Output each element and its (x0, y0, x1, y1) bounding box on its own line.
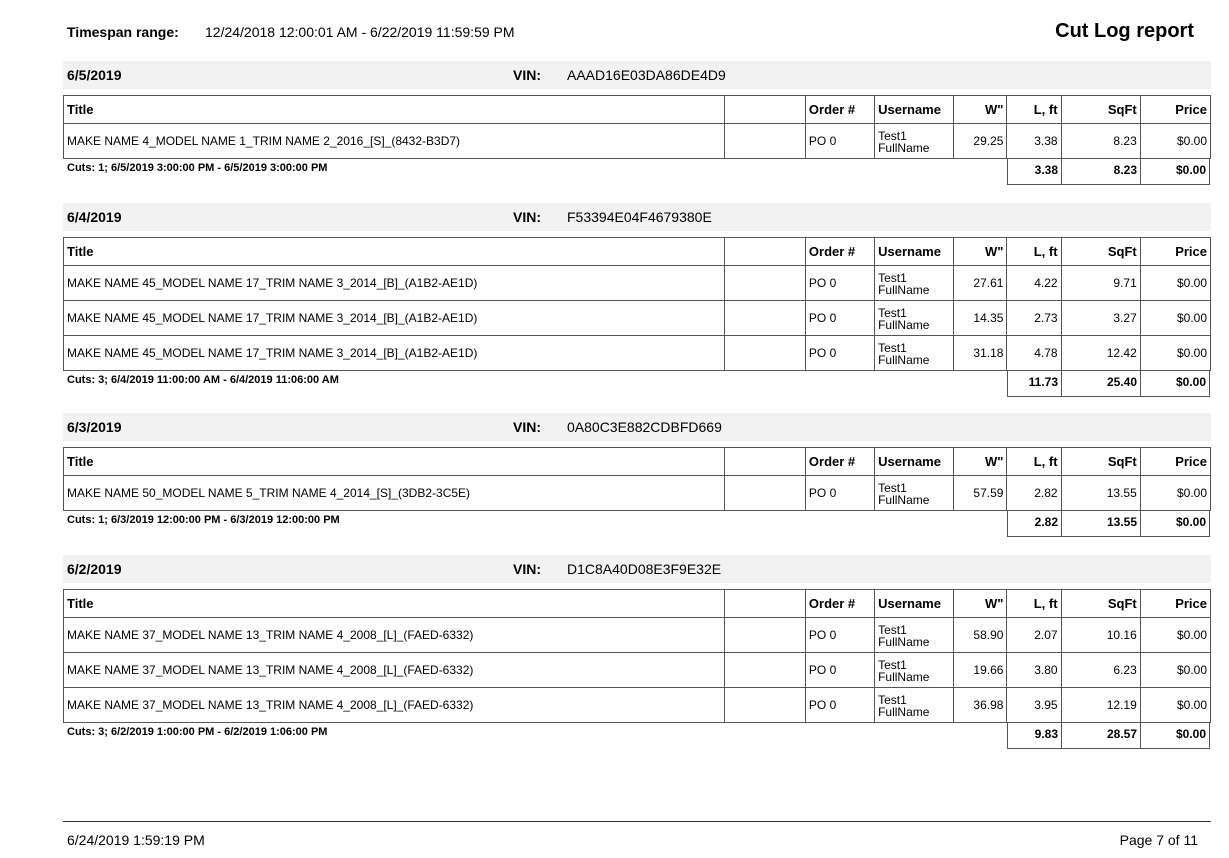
group-summary (63, 159, 1211, 187)
group-header (63, 61, 1211, 89)
col-width-header: W" (954, 590, 1007, 618)
cell-sqft: 6.23 (1061, 653, 1140, 688)
cell-spacer (724, 301, 805, 336)
col-spacer-header (724, 448, 805, 476)
total-sqft: 28.57 (1061, 723, 1140, 749)
summary-text: Cuts: 3; 6/4/2019 11:00:00 AM - 6/4/2019 11:06:00 AM (67, 374, 339, 386)
table-header-row (64, 448, 1211, 476)
cell-length: 4.78 (1007, 336, 1061, 371)
col-spacer-header (724, 590, 805, 618)
cell-spacer (724, 124, 805, 159)
col-order-header: Order # (805, 448, 874, 476)
group-summary (63, 723, 1211, 751)
total-length: 3.38 (1007, 159, 1061, 185)
vin-value: D1C8A40D08E3F9E32E (567, 561, 722, 577)
footer-printed-date: 6/24/2019 1:59:19 PM (67, 832, 205, 848)
cell-length: 2.73 (1007, 301, 1061, 336)
col-price-header: Price (1140, 448, 1210, 476)
vin-label: VIN: (513, 209, 541, 225)
total-length: 2.82 (1007, 511, 1061, 537)
col-title-header: Title (64, 238, 725, 266)
username-first: Test1 (878, 693, 907, 707)
username-first: Test1 (878, 623, 907, 637)
table-row (64, 688, 1211, 723)
group-date: 6/2/2019 (67, 561, 122, 577)
cuts-table (63, 237, 1211, 371)
table-row (64, 653, 1211, 688)
total-sqft: 25.40 (1061, 371, 1140, 397)
summary-text: Cuts: 3; 6/2/2019 1:00:00 PM - 6/2/2019 1:06:00 PM (67, 726, 328, 738)
cell-width: 36.98 (954, 688, 1007, 723)
cell-price: $0.00 (1140, 653, 1210, 688)
total-price: $0.00 (1140, 723, 1210, 749)
table-row (64, 301, 1211, 336)
cell-width: 27.61 (954, 266, 1007, 301)
cell-price: $0.00 (1140, 336, 1210, 371)
username-last: FullName (878, 353, 930, 367)
summary-totals (1007, 511, 1210, 537)
cell-spacer (724, 476, 805, 511)
cell-sqft: 9.71 (1061, 266, 1140, 301)
col-username-header: Username (875, 238, 954, 266)
cell-spacer (724, 653, 805, 688)
cell-width: 58.90 (954, 618, 1007, 653)
vin-value: AAAD16E03DA86DE4D9 (567, 67, 726, 83)
cell-length: 2.07 (1007, 618, 1061, 653)
cell-sqft: 12.19 (1061, 688, 1140, 723)
cell-order: PO 0 (805, 688, 874, 723)
col-price-header: Price (1140, 590, 1210, 618)
col-width-header: W" (954, 238, 1007, 266)
col-username-header: Username (875, 448, 954, 476)
col-sqft-header: SqFt (1061, 96, 1140, 124)
col-sqft-header: SqFt (1061, 590, 1140, 618)
total-price: $0.00 (1140, 371, 1210, 397)
username-first: Test1 (878, 481, 907, 495)
cell-title: MAKE NAME 45_MODEL NAME 17_TRIM NAME 3_2014_[B]_(A1B2-AE1D) (64, 266, 725, 301)
cell-width: 29.25 (954, 124, 1007, 159)
cell-order: PO 0 (805, 336, 874, 371)
report-group (63, 413, 1211, 539)
report-group (63, 203, 1211, 399)
cell-price: $0.00 (1140, 618, 1210, 653)
col-title-header: Title (64, 96, 725, 124)
username-last: FullName (878, 670, 930, 684)
vin-label: VIN: (513, 419, 541, 435)
table-row (64, 618, 1211, 653)
cell-username (875, 688, 954, 723)
footer-page-number: Page 7 of 11 (1119, 832, 1198, 848)
cell-username (875, 618, 954, 653)
col-length-header: L, ft (1007, 238, 1061, 266)
report-title: Cut Log report (1055, 20, 1194, 42)
username-last: FullName (878, 141, 930, 155)
total-length: 9.83 (1007, 723, 1061, 749)
cell-title: MAKE NAME 37_MODEL NAME 13_TRIM NAME 4_2008_[L]_(FAED-6332) (64, 688, 725, 723)
col-username-header: Username (875, 96, 954, 124)
summary-totals (1007, 723, 1210, 749)
username-first: Test1 (878, 341, 907, 355)
cell-username (875, 336, 954, 371)
summary-text: Cuts: 1; 6/3/2019 12:00:00 PM - 6/3/2019 12:00:00 PM (67, 514, 340, 526)
summary-text: Cuts: 1; 6/5/2019 3:00:00 PM - 6/5/2019 3:00:00 PM (67, 162, 328, 174)
group-header (63, 203, 1211, 231)
summary-totals (1007, 371, 1210, 397)
cell-title: MAKE NAME 45_MODEL NAME 17_TRIM NAME 3_2014_[B]_(A1B2-AE1D) (64, 336, 725, 371)
cell-width: 14.35 (954, 301, 1007, 336)
col-username-header: Username (875, 590, 954, 618)
table-header-row (64, 238, 1211, 266)
vin-value: F53394E04F4679380E (567, 209, 712, 225)
cell-price: $0.00 (1140, 688, 1210, 723)
cell-width: 19.66 (954, 653, 1007, 688)
cell-title: MAKE NAME 37_MODEL NAME 13_TRIM NAME 4_2008_[L]_(FAED-6332) (64, 653, 725, 688)
username-first: Test1 (878, 129, 907, 143)
report-group (63, 61, 1211, 187)
col-spacer-header (724, 96, 805, 124)
group-summary (63, 371, 1211, 399)
cuts-table (63, 95, 1211, 159)
cell-width: 31.18 (954, 336, 1007, 371)
cell-sqft: 10.16 (1061, 618, 1140, 653)
cell-sqft: 13.55 (1061, 476, 1140, 511)
cell-title: MAKE NAME 50_MODEL NAME 5_TRIM NAME 4_2014_[S]_(3DB2-3C5E) (64, 476, 725, 511)
total-length: 11.73 (1007, 371, 1061, 397)
cell-sqft: 3.27 (1061, 301, 1140, 336)
cuts-table (63, 447, 1211, 511)
col-length-header: L, ft (1007, 590, 1061, 618)
cell-username (875, 653, 954, 688)
col-order-header: Order # (805, 238, 874, 266)
vin-label: VIN: (513, 67, 541, 83)
table-row (64, 476, 1211, 511)
cell-order: PO 0 (805, 476, 874, 511)
col-title-header: Title (64, 448, 725, 476)
cuts-table (63, 589, 1211, 723)
col-width-header: W" (954, 96, 1007, 124)
username-last: FullName (878, 318, 930, 332)
cell-username (875, 266, 954, 301)
username-last: FullName (878, 283, 930, 297)
vin-value: 0A80C3E882CDBFD669 (567, 419, 722, 435)
username-first: Test1 (878, 306, 907, 320)
report-group (63, 555, 1211, 751)
cell-length: 4.22 (1007, 266, 1061, 301)
col-width-header: W" (954, 448, 1007, 476)
username-last: FullName (878, 635, 930, 649)
cell-order: PO 0 (805, 618, 874, 653)
timespan-value: 12/24/2018 12:00:01 AM - 6/22/2019 11:59:59 PM (205, 24, 515, 40)
table-row (64, 266, 1211, 301)
cell-spacer (724, 688, 805, 723)
cell-title: MAKE NAME 45_MODEL NAME 17_TRIM NAME 3_2014_[B]_(A1B2-AE1D) (64, 301, 725, 336)
summary-totals (1007, 159, 1210, 185)
col-length-header: L, ft (1007, 448, 1061, 476)
cell-length: 2.82 (1007, 476, 1061, 511)
username-first: Test1 (878, 271, 907, 285)
col-order-header: Order # (805, 96, 874, 124)
cell-order: PO 0 (805, 653, 874, 688)
group-date: 6/5/2019 (67, 67, 122, 83)
cell-order: PO 0 (805, 301, 874, 336)
col-length-header: L, ft (1007, 96, 1061, 124)
cell-length: 3.80 (1007, 653, 1061, 688)
cell-title: MAKE NAME 4_MODEL NAME 1_TRIM NAME 2_2016_[S]_(8432-B3D7) (64, 124, 725, 159)
username-first: Test1 (878, 658, 907, 672)
cell-spacer (724, 618, 805, 653)
table-row (64, 124, 1211, 159)
cell-sqft: 8.23 (1061, 124, 1140, 159)
group-date: 6/4/2019 (67, 209, 122, 225)
cell-spacer (724, 266, 805, 301)
col-spacer-header (724, 238, 805, 266)
col-sqft-header: SqFt (1061, 238, 1140, 266)
group-header (63, 413, 1211, 441)
total-sqft: 13.55 (1061, 511, 1140, 537)
col-order-header: Order # (805, 590, 874, 618)
col-title-header: Title (64, 590, 725, 618)
cell-width: 57.59 (954, 476, 1007, 511)
cell-title: MAKE NAME 37_MODEL NAME 13_TRIM NAME 4_2008_[L]_(FAED-6332) (64, 618, 725, 653)
table-row (64, 336, 1211, 371)
cell-spacer (724, 336, 805, 371)
cell-length: 3.95 (1007, 688, 1061, 723)
cell-username (875, 124, 954, 159)
vin-label: VIN: (513, 561, 541, 577)
cell-username (875, 476, 954, 511)
username-last: FullName (878, 493, 930, 507)
table-header-row (64, 590, 1211, 618)
group-date: 6/3/2019 (67, 419, 122, 435)
col-price-header: Price (1140, 238, 1210, 266)
footer-divider (63, 821, 1211, 822)
timespan-label: Timespan range: (67, 24, 179, 40)
cell-order: PO 0 (805, 266, 874, 301)
cell-order: PO 0 (805, 124, 874, 159)
cell-price: $0.00 (1140, 266, 1210, 301)
col-price-header: Price (1140, 96, 1210, 124)
total-price: $0.00 (1140, 511, 1210, 537)
table-header-row (64, 96, 1211, 124)
total-sqft: 8.23 (1061, 159, 1140, 185)
group-summary (63, 511, 1211, 539)
cell-price: $0.00 (1140, 124, 1210, 159)
cell-length: 3.38 (1007, 124, 1061, 159)
cell-sqft: 12.42 (1061, 336, 1140, 371)
total-price: $0.00 (1140, 159, 1210, 185)
cell-username (875, 301, 954, 336)
cell-price: $0.00 (1140, 476, 1210, 511)
username-last: FullName (878, 705, 930, 719)
col-sqft-header: SqFt (1061, 448, 1140, 476)
cell-price: $0.00 (1140, 301, 1210, 336)
group-header (63, 555, 1211, 583)
